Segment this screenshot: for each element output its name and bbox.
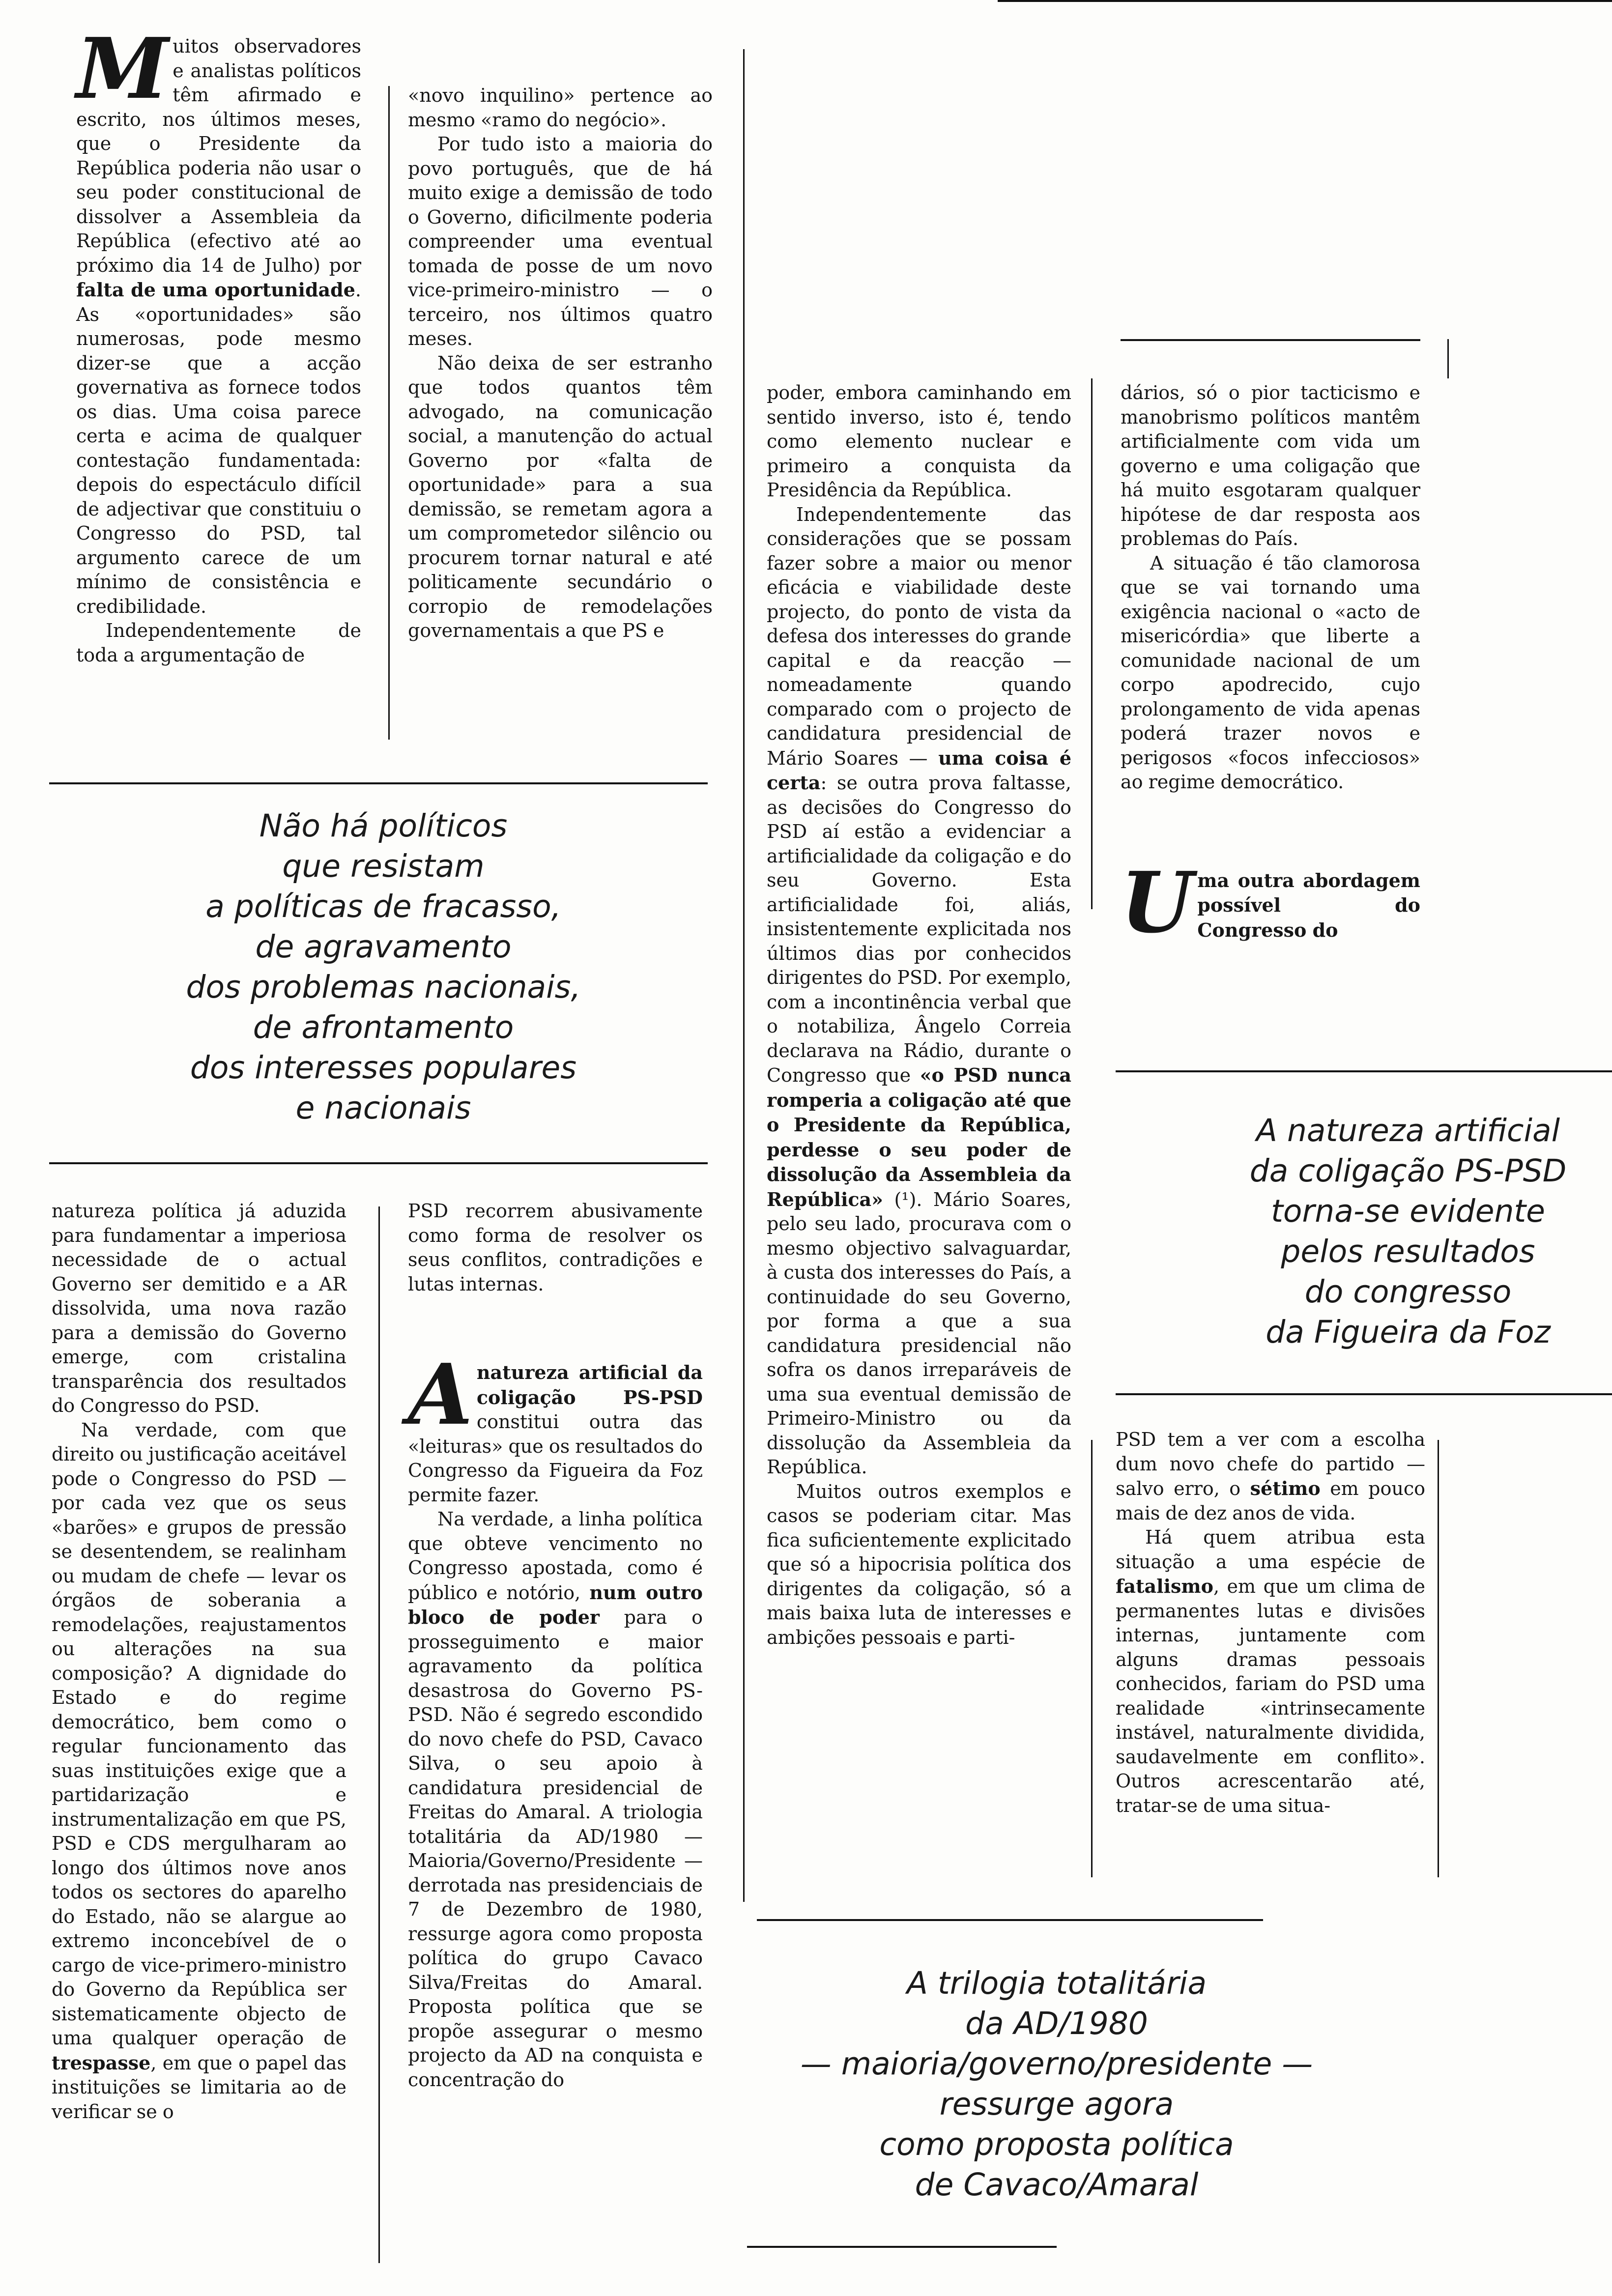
article-column-2-top — [408, 84, 713, 643]
article-paragraph: Independentemente de toda a argumentação de — [76, 620, 361, 666]
article-paragraph: Há quem atribua esta situação a uma espécie de — [1116, 1526, 1425, 1573]
pull-quote-line: e nacionais — [295, 1090, 471, 1126]
article-paragraph: . As «oportunidades» são numerosas, pode mesmo dizer-se que a acção governativa as fornece todos os dias. Uma coisa parece certa e acima de qualquer contestação fundamentada: depois do espectáculo difícil de adjectivar que constituiu o Congresso do PSD, tal argumento carece de um mínimo de consistência e credibilidade. — [76, 279, 361, 617]
article-paragraph: Na verdade, com que direito ou justificação aceitável pode o Congresso do PSD — por cada vez que os seus «barões» e grupos de pressão se desentendem, se realinham ou mudam de chefe — levar os órgãos de soberania a remodelações, reajustamentos ou alterações na sua composição? A dignidade do Estado e do regime democrático, bem como o regular funcionamento das suas instituições exige que a partidarização e instrumentalização em que PS, PSD e CDS mergulharam ao longo dos últimos nove anos todos os sectores do aparelho do Estado, não se alargue ao extremo inconcebível de o cargo de vice-primero-ministro do Governo da República ser sistematicamente objecto de uma qualquer operação de — [52, 1419, 346, 2049]
article-column-2-bottom — [408, 1199, 703, 2092]
drop-cap-m: M — [76, 20, 169, 118]
article-paragraph: Por tudo isto a maioria do povo português, que de há muito exige a demissão de todo o Governo, dificilmente poderia compreender uma eventual tomada de posse de um novo vice-primeiro-ministro — o terceiro, nos últimos quatro meses. — [408, 133, 713, 349]
article-column-4-bottom — [1116, 1428, 1425, 1818]
emphasis-text: uma coisa é certa — [767, 746, 1072, 794]
rule-col4-top — [1121, 339, 1420, 341]
top-rule — [998, 0, 1612, 2]
column-divider-center — [743, 49, 745, 1902]
pull-quote-line: pelos resultados — [1281, 1234, 1535, 1269]
pull-quote-line: ressurge agora — [939, 2086, 1174, 2122]
pull-quote-2 — [1209, 1111, 1607, 1352]
pull-quote-line: Não há políticos — [259, 808, 508, 844]
pull-quote-line: de Cavaco/Amaral — [915, 2167, 1199, 2203]
article-paragraph: (¹). Mário Soares, pelo seu lado, procurava com o mesmo objectivo salvaguardar, à custa dos interesses do País, a continuidade do seu Governo, por forma a que a sua candidatura presidencial não sofra os danos irreparáveis de uma sua eventual demissão de Primeiro-Ministro ou da dissolução da Assembleia da República. — [767, 1188, 1071, 1478]
pull-quote-line: como proposta política — [879, 2126, 1234, 2162]
pull-quote-line: da Figueira da Foz — [1266, 1314, 1551, 1350]
article-paragraph: constitui outra das «leituras» que os resultados do Congresso da Figueira da Foz permite fazer. — [408, 1411, 703, 1506]
emphasis-quote: «o PSD nunca romperia a coligação até que o Presidente da República, perdesse o seu poder de dissolução da Assembleia da República» — [767, 1064, 1071, 1210]
pull-quote-line: que resistam — [282, 848, 485, 884]
article-paragraph: Não deixa de ser estranho que todos quantos têm advogado, na comunicação social, a manutenção do actual Governo por «falta de oportunidade» para a sua demissão, se remetam agora a um comprometedor silêncio ou procurem tornar natural e até politicamente secundário o corropio de remodelações governamentais a que PS e — [408, 352, 713, 641]
emphasis-text: num outro bloco de poder — [408, 1581, 703, 1628]
column-divider-right-bottom — [1091, 1440, 1093, 1877]
pull-quote-line: de afrontamento — [253, 1009, 514, 1045]
pull-quote-line: do congresso — [1304, 1274, 1512, 1310]
emphasis-text: natureza artificial da coligação PS-PSD — [476, 1361, 703, 1408]
pull-quote-line: — maioria/governo/presidente — — [800, 2046, 1313, 2082]
drop-cap-a: A — [408, 1346, 473, 1444]
rule-above-pull2 — [1116, 1070, 1612, 1072]
emphasis-text: falta de uma oportunidade — [76, 279, 355, 301]
column-divider-bottom — [378, 1206, 380, 2263]
article-paragraph: para o prosseguimento e maior agravamento da política desastrosa do Governo PS-PSD. Não é segredo escondido do novo chefe do PSD, Cavaco Silva, o seu apoio à candidatura presidencial de Freitas do Amaral. A triologia totalitária da AD/1980 — Maioria/Governo/Presidente — derrotada nas presidenciais de 7 de Dezembro de 1980, ressurge agora como proposta política do grupo Cavaco Silva/Freitas do Amaral. Proposta política que se propõe assegurar o mesmo projecto da AD na conquista e concentração do — [408, 1607, 703, 2091]
emphasis-text: sétimo — [1250, 1477, 1321, 1499]
article-paragraph: Muitos outros exemplos e casos se poderiam citar. Mas fica suficientemente explicitado que só a hipocrisia política dos dirigentes da coligação, só a mais baixa luta de interesses e ambições pessoais e parti- — [767, 1480, 1071, 1648]
drop-cap-u: U — [1121, 853, 1194, 952]
article-paragraph: , em que o papel das instituições se limitaria ao de verificar se o — [52, 2052, 346, 2123]
pull-quote-line: dos problemas nacionais, — [186, 969, 581, 1005]
article-paragraph: A situação é tão clamorosa que se vai tornando uma exigência nacional o «acto de misericórdia» que liberte a comunidade nacional de um corpo apodrecido, cujo prolongamento de vida apenas poderá trazer novos e perigosos «focos infecciosos» ao regime democrático. — [1121, 552, 1420, 793]
article-column-4-top — [1121, 381, 1420, 952]
column-divider-right-top — [1091, 378, 1093, 909]
pull-quote-line: da coligação PS-PSD — [1249, 1153, 1567, 1189]
pull-quote-line: A trilogia totalitária — [906, 1965, 1207, 2001]
article-paragraph: «novo inquilino» pertence ao mesmo «ramo do negócio». — [408, 85, 713, 131]
article-paragraph: PSD tem a ver com a escolha dum novo chefe do partido — salvo erro, o — [1116, 1429, 1425, 1499]
pull-quote-line: de agravamento — [255, 929, 512, 965]
pull-quote-line: da AD/1980 — [965, 2006, 1148, 2041]
article-paragraph: : se outra prova faltasse, as decisões do Congresso do PSD aí estão a evidenciar a artificialidade da coligação e do seu Governo. Esta artificialidade foi, aliás, insistentemente explicitada nos últimos dias por conhecidos dirigentes do PSD. Por exemplo, com a incontinência verbal que o notabiliza, Ângelo Correia declarava na Rádio, durante o Congresso que — [767, 772, 1071, 1086]
emphasis-text: fatalismo — [1116, 1575, 1213, 1597]
article-paragraph: em pouco mais de dez anos de vida. — [1116, 1478, 1425, 1524]
column-divider-edge — [1447, 339, 1449, 378]
rule-above-pull1 — [49, 782, 708, 784]
article-column-3 — [767, 381, 1071, 1650]
pull-quote-line: a políticas de fracasso, — [205, 889, 561, 924]
pull-quote-line: torna-se evidente — [1271, 1193, 1545, 1229]
pull-quote-3 — [767, 1963, 1347, 2205]
pull-quote-line: dos interesses populares — [190, 1050, 577, 1086]
rule-below-pull1 — [49, 1162, 708, 1164]
rule-below-pull3 — [747, 2246, 1057, 2248]
column-divider-far-right — [1438, 1440, 1439, 1877]
pull-quote-line: A natureza artificial — [1256, 1113, 1560, 1148]
article-paragraph: dários, só o pior tacticismo e manobrismo políticos mantêm artificialmente com vida um governo e uma coligação que há muito esgotaram qualquer hipótese de dar resposta aos problemas do País. — [1121, 382, 1420, 549]
emphasis-text: trespasse — [52, 2051, 151, 2074]
pull-quote-1 — [128, 806, 639, 1128]
article-paragraph: PSD recorrem abusivamente como forma de resolver os seus conflitos, contradições e lutas internas. — [408, 1200, 703, 1295]
article-paragraph: , em que um clima de permanentes lutas e divisões internas, juntamente com alguns dramas pessoais conhecidos, fariam do PSD uma realidade «intrinsecamente instável, naturalmente dividida, saudavelmente em conflito». Outros acrescentarão até, tratar-se de uma situa- — [1116, 1576, 1425, 1816]
article-column-1-top — [76, 20, 361, 667]
article-paragraph: natureza política já aduzida para fundamentar a imperiosa necessidade de o actual Governo ser demitido e a AR dissolvida, uma nova razão para a demissão do Governo emerge, com cristalina transparência dos resultados do Congresso do PSD. — [52, 1200, 346, 1416]
article-column-1-bottom — [52, 1199, 346, 2124]
article-paragraph: Na verdade, a linha política que obteve vencimento no Congresso apostada, como é público e notório, — [408, 1508, 703, 1604]
article-paragraph: Independentemente das considerações que se possam fazer sobre a maior ou menor eficácia e viabilidade deste projecto, do ponto de vista da defesa dos interesses do grande capital e da reacção — nomeadamente quando comparado com o projecto de candidatura presidencial de Mário Soares — — [767, 503, 1071, 769]
article-paragraph: ma outra abordagem possível do Congresso do — [1197, 869, 1420, 941]
article-paragraph: uitos observadores e analistas políticos têm afirmado e escrito, nos últimos meses, que o Presidente da República poderia não usar o seu poder constitucional de dissolver a Assembleia da República (efectivo até ao próximo dia 14 de Julho) por — [76, 35, 361, 276]
rule-above-pull3 — [757, 1919, 1263, 1921]
rule-below-pull2 — [1116, 1393, 1612, 1395]
article-paragraph: poder, embora caminhando em sentido inverso, isto é, tendo como elemento nuclear e primeiro a conquista da Presidência da República. — [767, 382, 1071, 501]
column-divider-top — [388, 86, 390, 740]
